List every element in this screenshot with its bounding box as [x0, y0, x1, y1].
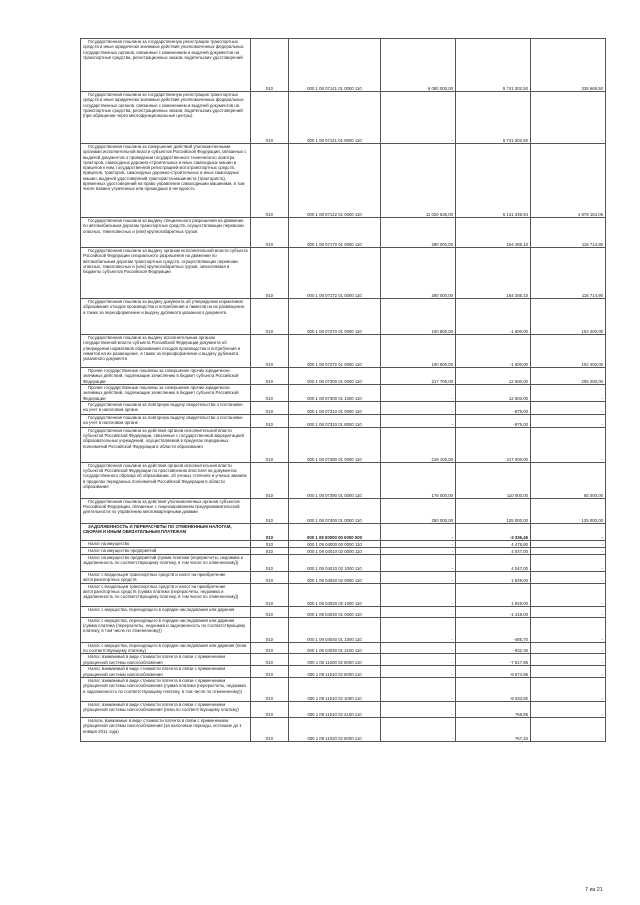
- row-name-text: Налог на имущество предприятий (сумма платежа (перерасчеты, недоимка и задолженность по соответствующему платежу, в том числе по отмененному)): [83, 554, 244, 566]
- table-row: [81, 666, 606, 678]
- row-name-cell: [81, 617, 251, 642]
- row-code-cell: 010: [251, 248, 289, 299]
- row-plan-cell: 280 000,00: [381, 218, 456, 248]
- row-name-text: Налог, взимаемый в виде стоимости патента в связи с применением упрощенной системы налогообложения (пени по соответствующему платежу): [83, 702, 239, 713]
- row-kbk-cell: 000 1 08 07310 01 8000 110: [289, 414, 381, 427]
- row-rest-cell: -: [531, 554, 606, 571]
- row-name-cell: [81, 218, 251, 248]
- row-code-cell: 010: [251, 523, 289, 540]
- row-name-cell: [81, 718, 251, 742]
- row-rest-cell: -: [531, 92, 606, 144]
- row-plan-cell: 218 100,00: [381, 427, 456, 462]
- row-name-cell: [81, 144, 251, 218]
- row-name-cell: [81, 642, 251, 654]
- row-name-text: Государственная пошлина за выдачу специального разрешения на движение по автомобильным дорогам транспортных средств, осуществляющих перевозки опасных, тяжеловесных и (или) крупногабаритных грузов: [83, 218, 244, 234]
- row-name-cell: [81, 654, 251, 666]
- row-code-cell: 010: [251, 385, 289, 402]
- row-code-cell: 010: [251, 583, 289, 606]
- row-fact-cell: -7 817,86: [456, 654, 531, 666]
- row-name-text: Налог с владельцев транспортных средств и налог на приобретение автотранспортных средств: [83, 571, 226, 583]
- row-kbk-cell: 000 1 08 07300 01 0000 110: [289, 368, 381, 385]
- row-rest-cell: -: [531, 401, 606, 414]
- row-name-cell: [81, 498, 251, 523]
- row-name-cell: [81, 666, 251, 678]
- row-code-cell: 010: [251, 654, 289, 666]
- row-fact-cell: 758,85: [456, 702, 531, 718]
- row-plan-cell: -: [381, 571, 456, 583]
- row-name-text: Государственная пошлина за действия органов исполнительной власти субъектов Российской Федерации, связанные с государственной аккредитацией образовательных учреждений, осуществляемой в пределах переданных полномочий Российской Федерации в области образования: [83, 427, 244, 449]
- row-kbk-cell: 000 1 09 04020 02 1000 110: [289, 583, 381, 606]
- row-kbk-cell: 000 1 08 07270 01 0000 110: [289, 299, 381, 335]
- row-rest-cell: 102 400,00: [531, 299, 606, 335]
- row-code-cell: 010: [251, 718, 289, 742]
- row-name-text: Налог с имущества, переходящего в порядке наследования или дарения (сумма платежа (перерасчеты, недоимка и задолженность по соответствующему платежу, в том числе по отмененному)): [83, 617, 246, 634]
- row-name-cell: [81, 385, 251, 402]
- row-name-cell: [81, 523, 251, 540]
- row-plan-cell: -: [381, 678, 456, 702]
- table-row: [81, 335, 606, 368]
- row-kbk-cell: 000 1 08 07300 01 1000 110: [289, 385, 381, 402]
- table-row: [81, 414, 606, 427]
- row-fact-cell: 125 000,00: [456, 498, 531, 523]
- row-name-cell: [81, 401, 251, 414]
- row-fact-cell: -1 418,00: [456, 606, 531, 617]
- row-kbk-cell: 000 1 09 11020 02 0000 110: [289, 718, 381, 742]
- row-kbk-cell: 000 1 08 07400 01 0000 110: [289, 498, 381, 523]
- row-plan-cell: 280 000,00: [381, 248, 456, 299]
- row-plan-cell: -: [381, 654, 456, 666]
- row-rest-cell: -: [531, 547, 606, 554]
- row-name-text: Налог, взимаемый в виде стоимости патента в связи с применением упрощенной системы налогообложения: [83, 666, 226, 677]
- row-fact-cell: -875,00: [456, 414, 531, 427]
- row-name-text: Государственная пошлина за выдачу документа об утверждении нормативов образования отходов производства и потребления и лимитов на их размещение, а также за переоформление и выдачу дубликата указанного документа: [83, 299, 246, 315]
- row-name-cell: [81, 335, 251, 368]
- row-kbk-cell: 000 1 08 07380 01 0000 110: [289, 427, 381, 462]
- row-plan-cell: -: [381, 718, 456, 742]
- table-row: [81, 702, 606, 718]
- row-rest-cell: -: [531, 678, 606, 702]
- row-fact-cell: 6 141 346,94: [456, 144, 531, 218]
- row-name-text: Государственная пошлина за действия органов исполнительной власти субъектов Российской Федерации по проставлению апостиля на документах государственного образца об образовании, об ученых степенях и ученых званиях в пределах переданных полномочий Российской Федерации в области образования: [83, 462, 247, 490]
- row-kbk-cell: 000 1 08 07272 01 0000 110: [289, 335, 381, 368]
- row-code-cell: 010: [251, 335, 289, 368]
- row-name-cell: [81, 39, 251, 92]
- row-name-text: Налог, взимаемый в виде стоимости патента в связи с применением упрощенной системы налогообложения: [83, 654, 226, 665]
- row-name-cell: [81, 547, 251, 554]
- row-rest-cell: 115 714,90: [531, 218, 606, 248]
- table-row: [81, 583, 606, 606]
- row-code-cell: 010: [251, 702, 289, 718]
- row-name-cell: [81, 554, 251, 571]
- table-row: [81, 571, 606, 583]
- table-row: [81, 462, 606, 498]
- row-kbk-cell: 000 1 09 04010 02 0000 110: [289, 547, 381, 554]
- row-code-cell: 010: [251, 571, 289, 583]
- row-fact-cell: -1 600,00: [456, 299, 531, 335]
- row-name-cell: [81, 571, 251, 583]
- row-rest-cell: 125 000,00: [531, 498, 606, 523]
- row-name-text: Прочие государственные пошлины за совершение прочих юридически значимых действий, подлежащие зачислению в бюджет субъекта Российской Федерации: [83, 368, 239, 384]
- row-plan-cell: -: [381, 401, 456, 414]
- table-row: [81, 39, 606, 92]
- row-name-cell: [81, 583, 251, 606]
- row-fact-cell: 5 741 302,50: [456, 92, 531, 144]
- row-rest-cell: 4 879 154,06: [531, 144, 606, 218]
- table-row: [81, 642, 606, 654]
- row-code-cell: 010: [251, 401, 289, 414]
- table-row: [81, 606, 606, 617]
- row-name-text: Государственная пошлина за выдачу органом исполнительной власти субъекта Российской Федерации специального разрешения на движение по автомобильным дорогам транспортных средств, осуществляющих перевозки опасных, тяжеловесных и (или) крупногабаритных грузов, зачисляемая в бюджеты субъектов Российской Федерации: [83, 248, 248, 275]
- table-row: [81, 678, 606, 702]
- page-number: 7 из 21: [585, 887, 603, 893]
- revenue-report-table: [80, 38, 606, 742]
- row-rest-cell: -: [531, 523, 606, 540]
- row-fact-cell: 217 000,00: [456, 427, 531, 462]
- row-name-text: Государственная пошлина за государственную регистрацию транспортных средств и иные юридически значимые действия уполномоченных федеральных государственных органов, связанные с изменением и выдачей документов на транспортные средства, регистрационных знаков, водительских удостоверений: [83, 39, 244, 60]
- row-plan-cell: -: [381, 540, 456, 547]
- table-row: [81, 368, 606, 385]
- row-kbk-cell: 000 1 09 04000 00 0000 110: [289, 540, 381, 547]
- row-code-cell: 010: [251, 606, 289, 617]
- row-code-cell: 010: [251, 39, 289, 92]
- row-name-text: Государственная пошлина за повторную выдачу свидетельства о постановке на учет в налоговом органе: [83, 414, 243, 426]
- row-fact-cell: 4 047,00: [456, 547, 531, 554]
- row-code-cell: 010: [251, 554, 289, 571]
- row-name-text: Государственная пошлина за выдачу исполнительным органом государственной власти субъекта Российской Федерации документа об утверждении нормативов образования отходов производства и потребления и лимитов на их размещение, а также за переоформление и выдачу дубликата указанного документа: [83, 335, 241, 362]
- table-row: [81, 654, 606, 666]
- row-plan-cell: -: [381, 385, 456, 402]
- row-name-text: Государственная пошлина за действия уполномоченных органов субъектов Российской Федерации, связанные с лицензированием предпринимательской деятельности по управлению многоквартирными домами: [83, 498, 240, 515]
- row-kbk-cell: 000 1 08 07142 01 0000 110: [289, 144, 381, 218]
- row-name-text: Прочие государственные пошлины за совершение прочих юридически значимых действий, подлежащие зачислению в бюджет субъекта Российской Федерации: [83, 385, 239, 401]
- row-rest-cell: -: [531, 385, 606, 402]
- row-rest-cell: -: [531, 606, 606, 617]
- row-kbk-cell: 000 1 09 11010 02 2100 110: [289, 702, 381, 718]
- row-fact-cell: 4 478,80: [456, 540, 531, 547]
- table-row: [81, 248, 606, 299]
- row-kbk-cell: 000 1 09 00000 00 0000 000: [289, 523, 381, 540]
- row-name-text: Государственная пошлина за повторную выдачу свидетельства о постановке на учет в налоговом органе: [83, 401, 243, 413]
- row-name-text: Налог на имущество предприятий: [88, 547, 157, 553]
- row-code-cell: 010: [251, 218, 289, 248]
- row-fact-cell: 12 500,00: [456, 385, 531, 402]
- table-row: [81, 617, 606, 642]
- row-plan-cell: 100 800,00: [381, 299, 456, 335]
- row-fact-cell: 164 285,10: [456, 248, 531, 299]
- row-rest-cell: -: [531, 427, 606, 462]
- row-plan-cell: -: [381, 606, 456, 617]
- row-code-cell: 010: [251, 299, 289, 335]
- row-fact-cell: 1 849,00: [456, 571, 531, 583]
- row-rest-cell: -: [531, 617, 606, 642]
- row-kbk-cell: 000 1 09 04020 02 0000 110: [289, 571, 381, 583]
- row-code-cell: 010: [251, 92, 289, 144]
- row-name-text: Налог с имущества, переходящего в порядке наследования или дарения (пени по соответствующему платежу): [83, 642, 247, 654]
- row-name-cell: [81, 92, 251, 144]
- row-kbk-cell: 000 1 09 04040 01 1000 110: [289, 617, 381, 642]
- row-name-cell: [81, 414, 251, 427]
- row-rest-cell: -: [531, 718, 606, 742]
- row-plan-cell: 6 080 000,00: [381, 39, 456, 92]
- row-name-cell: [81, 540, 251, 547]
- row-plan-cell: 100 800,00: [381, 335, 456, 368]
- row-plan-cell: 250 000,00: [381, 498, 456, 523]
- row-fact-cell: -9 574,96: [456, 666, 531, 678]
- row-kbk-cell: 000 1 08 07172 01 0000 110: [289, 248, 381, 299]
- row-kbk-cell: 000 1 09 04040 01 2100 110: [289, 642, 381, 654]
- row-code-cell: 010: [251, 414, 289, 427]
- table-row: [81, 144, 606, 218]
- row-plan-cell: -: [381, 666, 456, 678]
- row-name-text: Налог с владельцев транспортных средств и налог на приобретение автотранспортных средств (сумма платежа (перерасчеты, недоимка и задолженность по соответствующему платежу, в том числе по отмененному)): [83, 583, 239, 600]
- table-row: [81, 718, 606, 742]
- table-row: [81, 540, 606, 547]
- row-plan-cell: -: [381, 547, 456, 554]
- row-code-cell: 010: [251, 547, 289, 554]
- row-kbk-cell: 000 1 09 11010 02 0000 110: [289, 666, 381, 678]
- row-fact-cell: 5 741 302,50: [456, 39, 531, 92]
- table-row: [81, 218, 606, 248]
- row-plan-cell: -: [381, 554, 456, 571]
- row-kbk-cell: 000 1 09 04010 02 1000 110: [289, 554, 381, 571]
- row-rest-cell: 102 400,00: [531, 335, 606, 368]
- row-code-cell: 010: [251, 617, 289, 642]
- row-fact-cell: -875,00: [456, 401, 531, 414]
- row-rest-cell: -: [531, 654, 606, 666]
- row-code-cell: 010: [251, 368, 289, 385]
- row-code-cell: 010: [251, 498, 289, 523]
- table-body: [81, 39, 606, 742]
- row-plan-cell: -: [381, 583, 456, 606]
- table-row: [81, 554, 606, 571]
- row-plan-cell: -: [381, 642, 456, 654]
- row-kbk-cell: 000 1 08 07170 01 0000 110: [289, 218, 381, 248]
- row-plan-cell: -: [381, 92, 456, 144]
- row-kbk-cell: 000 1 08 07390 01 0000 110: [289, 462, 381, 498]
- row-code-cell: 010: [251, 540, 289, 547]
- row-rest-cell: -: [531, 583, 606, 606]
- row-name-cell: [81, 299, 251, 335]
- row-name-text: Налоги, взимаемые в виде стоимости патента в связи с применением упрощенной системы налогообложения (за налоговые периоды, истекшие до 1 января 2011 года): [83, 718, 242, 734]
- row-name-text: ЗАДОЛЖЕННОСТЬ И ПЕРЕРАСЧЕТЫ ПО ОТМЕНЕННЫМ НАЛОГАМ, СБОРАМ И ИНЫМ ОБЯЗАТЕЛЬНЫМ ПЛАТЕЖАМ: [83, 523, 232, 535]
- row-fact-cell: 767,40: [456, 718, 531, 742]
- row-name-cell: [81, 368, 251, 385]
- row-plan-cell: -: [381, 523, 456, 540]
- table-row: [81, 299, 606, 335]
- row-rest-cell: -: [531, 571, 606, 583]
- row-rest-cell: -: [531, 702, 606, 718]
- row-fact-cell: -9 333,80: [456, 678, 531, 702]
- row-fact-cell: 1 849,00: [456, 583, 531, 606]
- table-row: [81, 385, 606, 402]
- row-rest-cell: 115 714,90: [531, 248, 606, 299]
- row-kbk-cell: 000 1 08 07141 01 8000 110: [289, 92, 381, 144]
- row-plan-cell: 217 700,00: [381, 368, 456, 385]
- row-rest-cell: -: [531, 414, 606, 427]
- row-fact-cell: 164 285,10: [456, 218, 531, 248]
- row-plan-cell: -: [381, 617, 456, 642]
- table-row: [81, 427, 606, 462]
- row-rest-cell: 338 669,50: [531, 39, 606, 92]
- row-kbk-cell: 000 1 08 07310 01 0000 110: [289, 401, 381, 414]
- row-code-cell: 010: [251, 427, 289, 462]
- row-fact-cell: -485,70: [456, 617, 531, 642]
- row-name-text: Государственная пошлина за государственную регистрацию транспортных средств и иные юридически значимые действия уполномоченных федеральных государственных органов, связанные с изменением и выдачей документов на транспортные средства, регистрационных знаков, водительских удостоверений (при обращении через многофункциональные центры): [83, 92, 244, 119]
- table-row: [81, 401, 606, 414]
- row-rest-cell: -: [531, 642, 606, 654]
- row-name-cell: [81, 462, 251, 498]
- row-name-cell: [81, 248, 251, 299]
- row-name-cell: [81, 678, 251, 702]
- row-kbk-cell: 000 1 08 07141 01 0000 110: [289, 39, 381, 92]
- row-fact-cell: 12 500,00: [456, 368, 531, 385]
- row-code-cell: 010: [251, 678, 289, 702]
- row-code-cell: 010: [251, 144, 289, 218]
- row-fact-cell: 4 047,00: [456, 554, 531, 571]
- row-name-text: Налог с имущества, переходящего в порядке наследования или дарения: [88, 606, 235, 612]
- row-plan-cell: 175 000,00: [381, 462, 456, 498]
- table-row: [81, 92, 606, 144]
- row-plan-cell: -: [381, 414, 456, 427]
- row-rest-cell: 205 200,00: [531, 368, 606, 385]
- table-row: [81, 547, 606, 554]
- row-name-cell: [81, 606, 251, 617]
- row-fact-cell: 110 000,00: [456, 462, 531, 498]
- row-fact-cell: -932,30: [456, 642, 531, 654]
- row-rest-cell: -: [531, 666, 606, 678]
- row-fact-cell: -1 600,00: [456, 335, 531, 368]
- row-fact-cell: -3 336,46: [456, 523, 531, 540]
- row-rest-cell: -: [531, 540, 606, 547]
- row-rest-cell: 65 000,00: [531, 462, 606, 498]
- row-kbk-cell: 000 1 09 11010 02 1000 110: [289, 678, 381, 702]
- row-kbk-cell: 000 1 09 11000 02 0000 110: [289, 654, 381, 666]
- row-name-text: Налог, взимаемый в виде стоимости патента в связи с применением упрощенной системы налогообложения (сумма платежа (перерасчеты, недоимка и задолженность по соответствующему платежу, в том числе по отмененному)): [83, 678, 246, 694]
- table-row: [81, 523, 606, 540]
- row-name-text: Налог на имущество: [88, 540, 130, 546]
- row-name-cell: [81, 702, 251, 718]
- row-plan-cell: -: [381, 702, 456, 718]
- table-row: [81, 498, 606, 523]
- row-code-cell: 010: [251, 642, 289, 654]
- row-name-cell: [81, 427, 251, 462]
- row-name-text: Государственная пошлина за совершение действий уполномоченными органами исполнительной власти субъектов Российской Федерации, связанных с выдачей документов о проведении государственного технического осмотра тракторов, самоходных дорожно-строительных и иных самоходных машин и прицепов к ним, государственной регистрацией мототранспортных средств, прицепов, тракторов, самоходных дорожно-строительных и иных самоходных машин, выдачей удостоверений тракториста-машиниста (тракториста), временных удостоверений на право управления самоходными машинами, в том числе взамен утраченных или пришедших в негодность: [83, 144, 247, 192]
- row-code-cell: 010: [251, 666, 289, 678]
- row-plan-cell: 11 020 536,00: [381, 144, 456, 218]
- row-code-cell: 010: [251, 462, 289, 498]
- row-kbk-cell: 000 1 09 04040 01 0000 110: [289, 606, 381, 617]
- report-table-container: [80, 38, 605, 742]
